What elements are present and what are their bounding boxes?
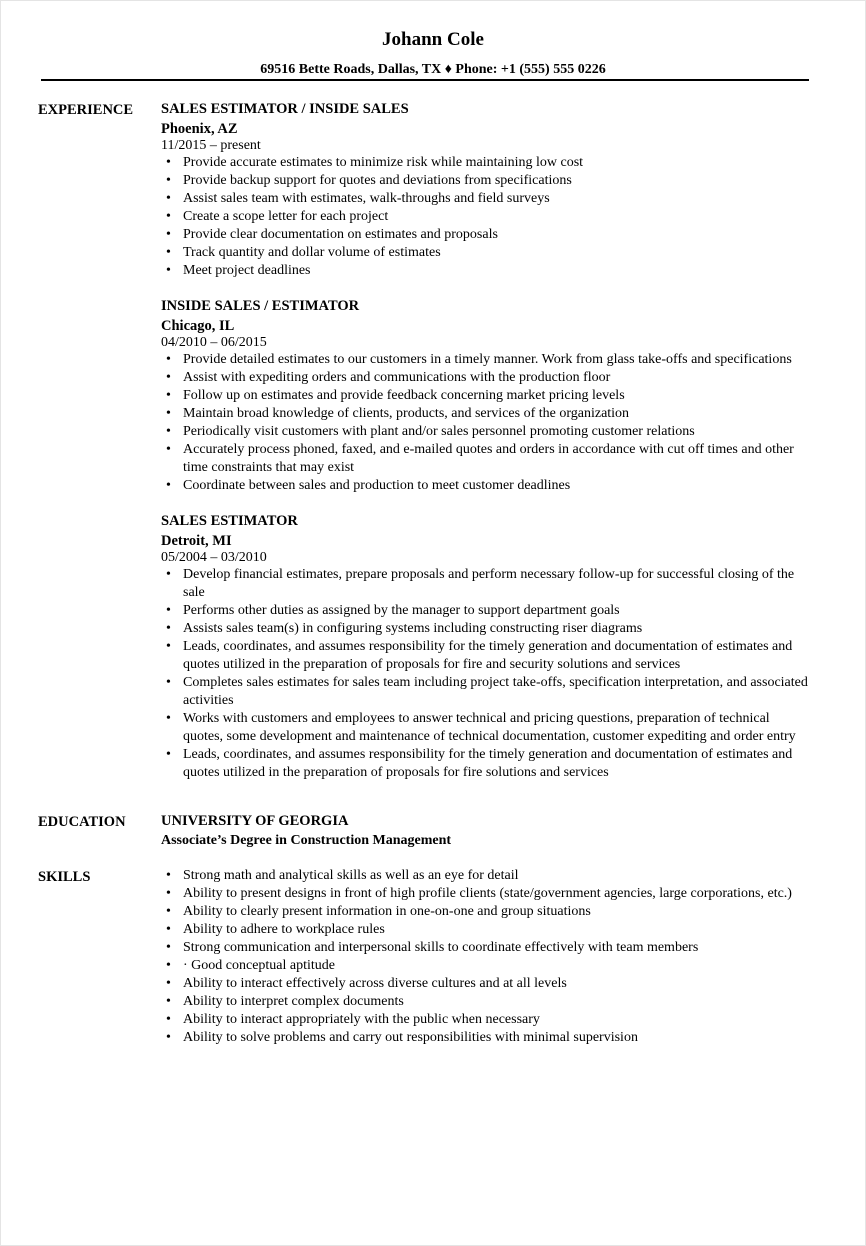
resume-header (0, 28, 866, 79)
job-duties-list (161, 154, 811, 280)
list-item: • Provide clear documentation on estimates and proposals (161, 226, 811, 244)
education-section (0, 812, 866, 850)
education-heading: EDUCATION (38, 814, 126, 830)
list-item: • Create a scope letter for each project (161, 208, 811, 226)
skills-list (161, 867, 811, 1047)
list-item: • Ability to interpret complex documents (161, 993, 811, 1011)
list-item: • Ability to interact appropriately with the public when necessary (161, 1011, 811, 1029)
job-location: Phoenix, AZ (161, 121, 238, 137)
job-dates: 11/2015 – present (161, 138, 261, 153)
list-item: • Strong communication and interpersonal skills to coordinate effectively with team members (161, 939, 811, 957)
list-item: • Works with customers and employees to answer technical and pricing questions, preparation of technical quotes, some development and maintenance of technical documentation, customer expediting and order entry (161, 710, 811, 746)
degree-name: Associate’s Degree in Construction Management (161, 833, 452, 848)
job-title: INSIDE SALES / ESTIMATOR (161, 298, 360, 314)
candidate-name: Johann Cole (382, 29, 484, 50)
contact-line: 69516 Bette Roads, Dallas, TX ♦ Phone: +1 (555) 555 0226 (260, 62, 606, 77)
school-name: UNIVERSITY OF GEORGIA (161, 813, 349, 829)
experience-heading: EXPERIENCE (38, 102, 134, 118)
list-item: • Strong math and analytical skills as well as an eye for detail (161, 867, 811, 885)
list-item: • Leads, coordinates, and assumes responsibility for the timely generation and documentation of estimates and quotes utilized in the preparation of proposals for fire solutions and services (161, 746, 811, 782)
header-divider (41, 79, 809, 81)
list-item: • Ability to interact effectively across diverse cultures and at all levels (161, 975, 811, 993)
list-item: • Track quantity and dollar volume of estimates (161, 244, 811, 262)
list-item: • Ability to present designs in front of high profile clients (state/government agencies, large corporations, etc.) (161, 885, 811, 903)
job-location: Chicago, IL (161, 318, 235, 334)
list-item: • Performs other duties as assigned by the manager to support department goals (161, 602, 811, 620)
list-item: • Completes sales estimates for sales team including project take-offs, specification interpretation, and associated activities (161, 674, 811, 710)
resume-body (0, 100, 866, 1047)
list-item: • Accurately process phoned, faxed, and e-mailed quotes and orders in accordance with cut off times and other time constraints that may exist (161, 441, 811, 477)
job-dates: 04/2010 – 06/2015 (161, 335, 267, 350)
list-item: • Assist sales team with estimates, walk-throughs and field surveys (161, 190, 811, 208)
list-item: • Coordinate between sales and production to meet customer deadlines (161, 477, 811, 495)
list-item: • · Good conceptual aptitude (161, 957, 811, 975)
list-item: • Provide backup support for quotes and deviations from specifications (161, 172, 811, 190)
list-item: • Assist with expediting orders and communications with the production floor (161, 369, 811, 387)
job-duties-list (161, 351, 811, 495)
job-entry (161, 100, 866, 280)
job-entry (161, 512, 866, 782)
job-title: SALES ESTIMATOR (161, 513, 298, 529)
list-item: • Provide accurate estimates to minimize risk while maintaining low cost (161, 154, 811, 172)
job-title: SALES ESTIMATOR / INSIDE SALES (161, 101, 409, 117)
list-item: • Assists sales team(s) in configuring systems including constructing riser diagrams (161, 620, 811, 638)
job-dates: 05/2004 – 03/2010 (161, 550, 267, 565)
experience-section (0, 100, 866, 782)
list-item: • Maintain broad knowledge of clients, products, and services of the organization (161, 405, 811, 423)
list-item: • Meet project deadlines (161, 262, 811, 280)
skills-section (0, 867, 866, 1047)
list-item: • Follow up on estimates and provide feedback concerning market pricing levels (161, 387, 811, 405)
job-entry (161, 297, 866, 495)
list-item: • Provide detailed estimates to our customers in a timely manner. Work from glass take-offs and specifications (161, 351, 811, 369)
list-item: • Leads, coordinates, and assumes responsibility for the timely generation and documentation of estimates and quotes utilized in the preparation of proposals for fire and security solutions and services (161, 638, 811, 674)
list-item: • Ability to adhere to workplace rules (161, 921, 811, 939)
skills-heading: SKILLS (38, 869, 91, 885)
job-location: Detroit, MI (161, 533, 232, 549)
list-item: • Ability to clearly present information in one-on-one and group situations (161, 903, 811, 921)
list-item: • Ability to solve problems and carry out responsibilities with minimal supervision (161, 1029, 811, 1047)
job-duties-list (161, 566, 811, 782)
list-item: • Periodically visit customers with plant and/or sales personnel promoting customer relations (161, 423, 811, 441)
list-item: • Develop financial estimates, prepare proposals and perform necessary follow-up for successful closing of the sale (161, 566, 811, 602)
